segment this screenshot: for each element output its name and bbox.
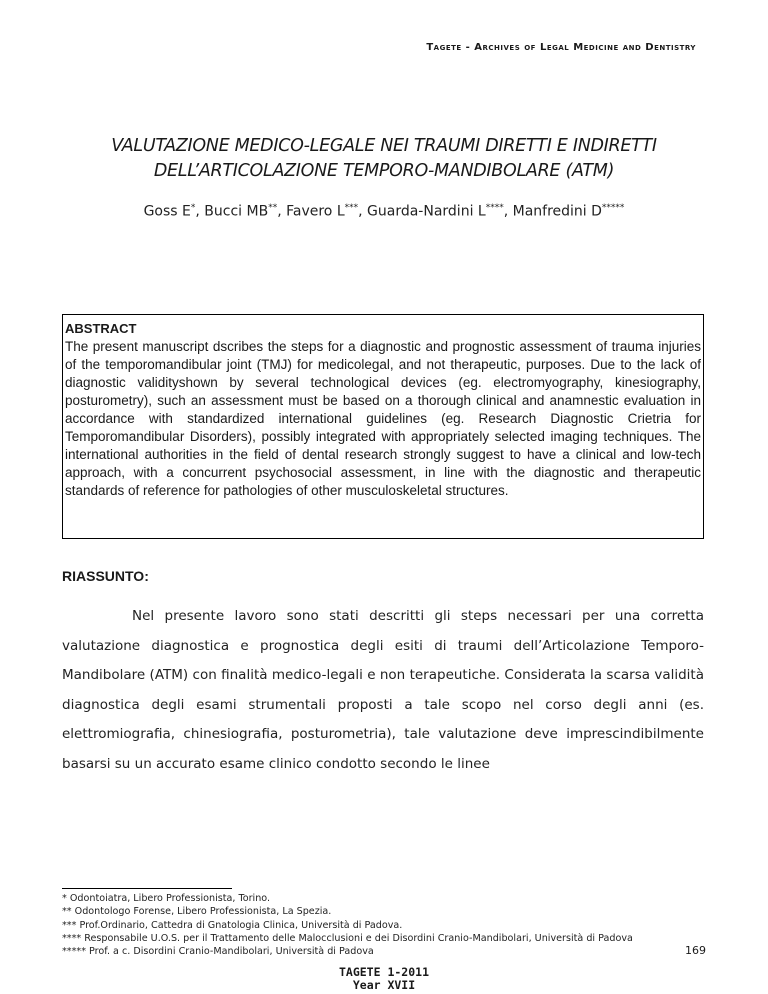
author: Manfredini D (512, 203, 602, 220)
footnote-text: Odontoiatra, Libero Professionista, Torino. (69, 893, 271, 904)
footnote-mark: *** (62, 919, 77, 931)
riassunto-text: Nel presente lavoro sono stati descritti gli steps necessari per una corretta valutazione diagnostica e prognostica degli esiti di traumi dell’Articolazione Temporo-Mandibolare (ATM) con finalità medico-legali e non terapeutiche. Considerata la scarsa validità diagnostica degli esami strumentali proposti a tale scopo nel corso degli anni (es. elettromiografia, chinesiografia, posturometria), tale valutazione deve imprescindibilmente basarsi su un accurato esame clinico condotto secondo le linee (62, 608, 704, 772)
footnote (62, 932, 712, 945)
journal-issue: TAGETE 1-2011 (338, 965, 429, 979)
footnote-mark: **** (62, 932, 82, 944)
author: Favero L (286, 203, 345, 220)
footnote (62, 919, 712, 932)
abstract-heading: ABSTRACT (65, 321, 137, 336)
footnote-text: Responsabile U.O.S. per il Trattamento delle Malocclusioni e dei Disordini Cranio-Mandibolari, Università di Padova (84, 932, 633, 944)
author-mark: * (190, 203, 196, 213)
title-line-1: VALUTAZIONE MEDICO-LEGALE NEI TRAUMI DIRETTI E INDIRETTI (111, 136, 657, 156)
journal-footer (0, 966, 768, 992)
title-line-2: DELL’ARTICOLAZIONE TEMPORO-MANDIBOLARE (ATM) (153, 161, 615, 181)
abstract-box (62, 314, 704, 539)
author: Goss E (143, 203, 191, 220)
author-mark: ***** (601, 203, 625, 213)
footnote-text: Prof.Ordinario, Cattedra di Gnatologia Clinica, Università di Padova. (79, 919, 403, 931)
page-number: 169 (685, 944, 706, 957)
footnote (62, 905, 712, 918)
author-mark: ** (268, 203, 278, 213)
author: Guarda-Nardini L (367, 203, 486, 220)
running-head: Tagete - Archives of Legal Medicine and Dentistry (426, 42, 696, 53)
footnote-mark: ***** (62, 946, 86, 958)
footnote-text: Odontologo Forense, Libero Professionista, La Spezia. (74, 906, 332, 918)
footnote (62, 892, 712, 905)
riassunto-heading: RIASSUNTO: (62, 568, 149, 584)
journal-year: Year XVII (352, 978, 416, 992)
article-title (40, 134, 728, 184)
author: Bucci MB (204, 203, 269, 220)
footnote-rule (62, 888, 232, 889)
abstract-text: The present manuscript dscribes the steps for a diagnostic and prognostic assessment of trauma injuries of the temporomandibular joint (TMJ) for medicolegal, and not therapeutic, purposes. Due to the lack of diagnostic validityshown by several technological devices (eg. electromyography, kinesiography, posturometry), such an assessment must be based on a thorough clinical and anamnestic evaluation in accordance with standardized international guidelines (eg. Research Diagnostic Crietria for Temporomandibular Disorders), possibly integrated with appropriately selected imaging techniques. The international authorities in the field of dental research strongly suggest to have a clinical and low-tech approach, with a concurrent psychosocial assessment, in line with the diagnostic and therapeutic standards of reference for pathologies of other musculoskeletal structures. (65, 339, 701, 498)
author-mark: *** (344, 203, 359, 213)
author-list: Goss E*, Bucci MB**, Favero L***, Guarda-Nardini L****, Manfredini D***** (143, 203, 625, 220)
footnote-text: Prof. a c. Disordini Cranio-Mandibolari, Università di Padova (89, 946, 374, 958)
footnote-mark: ** (62, 906, 72, 918)
footnote (62, 945, 712, 958)
footnote-mark: * (62, 893, 67, 904)
footnotes (62, 892, 712, 958)
author-mark: **** (485, 203, 504, 213)
